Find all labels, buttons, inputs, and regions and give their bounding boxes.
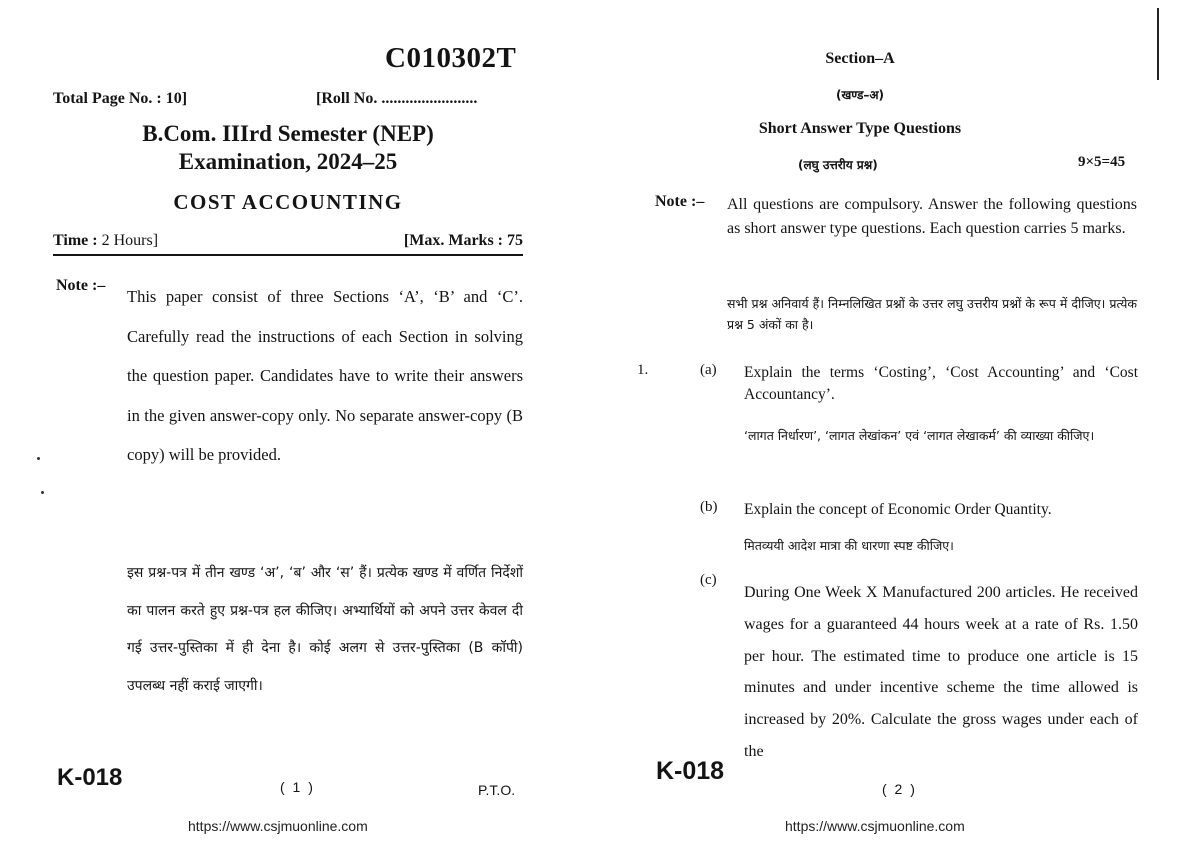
section-marks: 9×5=45 <box>1078 154 1126 170</box>
total-pages: Total Page No. : 10] <box>53 90 188 107</box>
section-heading-hindi: (लघु उत्तरीय प्रश्न) <box>798 158 878 172</box>
time-label: Time : <box>53 232 98 249</box>
note-english: This paper consist of three Sections ‘A’, ‘B’ and ‘C’. Carefully read the instructions of each Section in solving the question paper. Candidates have to write their answers in the given answer-copy only. No separate answer-copy (B copy) will be provided. <box>127 287 523 464</box>
question-a-hindi: ‘लागत निर्धारण’, ‘लागत लेखांकन’ एवं ‘लागत लेखाकर्म’ की व्याख्या कीजिए। <box>744 428 1095 443</box>
note-label: Note :– <box>56 277 106 294</box>
question-b-english: Explain the concept of Economic Order Quantity. <box>744 501 1052 518</box>
note-label: Note :– <box>655 193 705 210</box>
question-number: 1. <box>637 362 649 378</box>
footer-code: K-018 <box>57 764 123 791</box>
footer-url: https://www.csjmuonline.com <box>188 818 368 834</box>
question-b-hindi: मितव्ययी आदेश मात्रा की धारणा स्पष्ट कीजिए। <box>744 538 954 553</box>
max-marks: [Max. Marks : 75 <box>403 232 523 249</box>
scan-speck <box>41 491 44 494</box>
section-title: Section–A <box>825 50 895 67</box>
note-english: All questions are compulsory. Answer the following questions as short answer type questions. Each question carries 5 marks. <box>727 196 1137 237</box>
page-number: ( 2 ) <box>882 781 917 797</box>
header-row <box>53 90 523 108</box>
pto-label: P.T.O. <box>478 782 516 798</box>
left-page <box>0 0 590 849</box>
footer-code: K-018 <box>656 757 725 785</box>
footer-url: https://www.csjmuonline.com <box>785 818 965 834</box>
course-line-2: Examination, 2024–25 <box>178 149 398 174</box>
course-title <box>53 120 523 176</box>
right-page <box>600 0 1200 849</box>
question-a-english: Explain the terms ‘Costing’, ‘Cost Accounting’ and ‘Cost Accountancy’. <box>744 364 1138 403</box>
section-heading: Short Answer Type Questions <box>758 120 962 137</box>
time-value: 2 Hours] <box>101 232 159 249</box>
question-c-label: (c) <box>700 572 717 588</box>
section-title-hindi: (खण्ड–अ) <box>835 88 885 102</box>
subject-title: COST ACCOUNTING <box>173 190 403 214</box>
roll-no: [Roll No. ........................ <box>316 90 478 107</box>
question-b-label: (b) <box>700 499 718 515</box>
course-line-1: B.Com. IIIrd Semester (NEP) <box>142 121 434 146</box>
question-c-english: During One Week X Manufactured 200 articles. He received wages for a guaranteed 44 hours week at a rate of Rs. 1.50 per hour. The estimated time to produce one article is 15 minutes and under incentive scheme the time allowed is increased by 20%. Calculate the gross wages under each of the <box>744 584 1138 760</box>
note-hindi: सभी प्रश्न अनिवार्य हैं। निम्नलिखित प्रश्नों के उत्तर लघु उत्तरीय प्रश्नों के रूप में दीजिए। प्रत्येक प्रश्न 5 अंकों का है। <box>727 296 1137 332</box>
page-number: ( 1 ) <box>280 779 315 795</box>
time-marks-row <box>53 232 523 256</box>
note-hindi: इस प्रश्न-पत्र में तीन खण्ड ‘अ’, ‘ब’ और ‘स’ हैं। प्रत्येक खण्ड में वर्णित निर्देशों का पालन करते हुए प्रश्न-पत्र हल कीजिए। अभ्यार्थियों को अपने उत्तर केवल दी गई उत्तर-पुस्तिका में ही देना है। कोई अलग से उत्तर-पुस्तिका (B कॉपी) उपलब्ध नहीं कराई जाएगी। <box>127 565 523 694</box>
scan-edge-line <box>1157 8 1159 80</box>
scan-speck <box>37 457 40 460</box>
question-a-label: (a) <box>700 362 717 378</box>
paper-code: C010302T <box>385 42 517 74</box>
